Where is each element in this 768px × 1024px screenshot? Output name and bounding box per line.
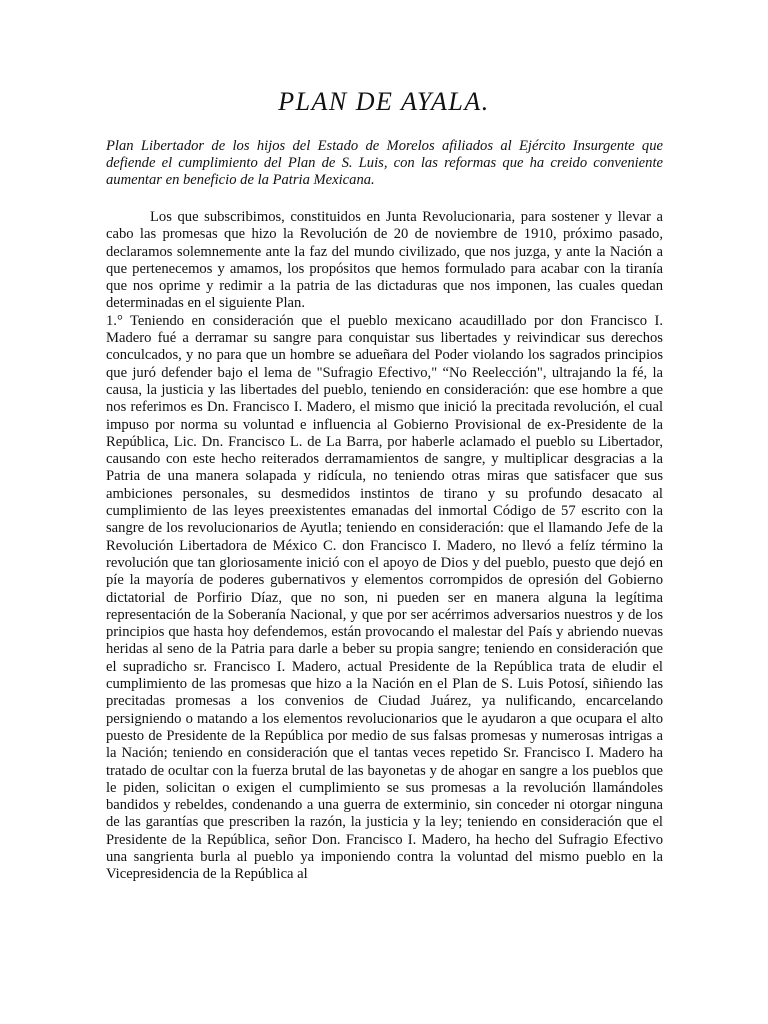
document-title: PLAN DE AYALA. xyxy=(278,87,490,116)
document-body xyxy=(106,209,663,884)
document-subtitle: Plan Libertador de los hijos del Estado de Morelos afiliados al Ejército Insurgente que defiende el cumplimiento del Plan de S. Luis, con las reformas que ha creido conveniente aumentar en beneficio de la Patria Mexicana. xyxy=(106,138,663,189)
intro-paragraph: Los que subscribimos, constituidos en Junta Revolucionaria, para sostener y llevar a cabo las promesas que hizo la Revolución de 20 de noviembre de 1910, próximo pasado, declaramos solemnemente ante la faz del mundo civilizado, que nos juzga, y ante la Nación a que pertenecemos y amamos, los propósitos que hemos formulado para acabar con la tiranía que nos oprime y redimir a la patria de las dictaduras que nos imponen, las cuales quedan determinadas en el siguiente Plan. xyxy=(106,209,663,312)
article-1-paragraph: 1.° Teniendo en consideración que el pueblo mexicano acaudillado por don Francisco I. Madero fué a derramar su sangre para conquistar sus libertades y reivindicar sus derechos conculcados, y no para que un hombre se adueñara del Poder violando los sagrados principios que juró defender bajo el lema de "Sufragio Efectivo," “No Reelección", ultrajando la fé, la causa, la justicia y las libertades del pueblo, teniendo en consideración: que ese hombre a que nos referimos es Dn. Francisco I. Madero, el mismo que inició la precitada revolución, el cual impuso por norma su voluntad e influencia al Gobierno Provisional de ex-Presidente de la República, Lic. Dn. Francisco L. de La Barra, por haberle aclamado el pueblo su Libertador, causando con este hecho reiterados derramamientos de sangre, y multiplicar desgracias a la Patria de una manera solapada y ridícula, no teniendo otras miras que satisfacer que sus ambiciones personales, su desmedidos instintos de tirano y su profundo desacato al cumplimiento de las leyes preexistentes emanadas del inmortal Código de 57 escrito con la sangre de los revolucionarios de Ayutla; teniendo en consideración: que el llamando Jefe de la Revolución Libertadora de México C. don Francisco I. Madero, no llevó a felíz término la revolución que tan gloriosamente inició con el apoyo de Dios y del pueblo, puesto que dejó en píe la mayoría de poderes gubernativos y elementos corrompidos de opresión del Gobierno dictatorial de Porfirio Díaz, que no son, ni pueden ser en manera alguna la legítima representación de la Soberanía Nacional, y que por ser acérrimos adversarios nuestros y de los principios que hasta hoy defendemos, están provocando el malestar del País y abriendo nuevas heridas al seno de la Patria para darle a beber su propia sangre; teniendo en consideración que el supradicho sr. Francisco I. Madero, actual Presidente de la República trata de eludir el cumplimiento de las promesas que hizo a la Nación en el Plan de S. Luis Potosí, siñiendo las precitadas promesas a los convenios de Ciudad Juárez, ya nulificando, encarcelando persigniendo o matando a los elementos revolucionarios que le ayudaron a que ocupara el alto puesto de Presidente de la República por medio de sus falsas promesas y numerosas intrigas a la Nación; teniendo en consideración que el tantas veces repetido Sr. Francisco I. Madero ha tratado de ocultar con la fuerza brutal de las bayonetas y de ahogar en sangre a los pueblos que le piden, solicitan o exigen el cumplimiento se sus promesas a la revolución llamándoles bandidos y rebeldes, condenando a una guerra de exterminio, sin conceder ni otorgar ninguna de las garantías que prescriben la razón, la justicia y la ley; teniendo en consideración que el Presidente de la República, señor Don. Francisco I. Madero, ha hecho del Sufragio Efectivo una sangrienta burla al pueblo ya imponiendo contra la voluntad del mismo pueblo en la Vicepresidencia de la República al xyxy=(106,312,663,883)
